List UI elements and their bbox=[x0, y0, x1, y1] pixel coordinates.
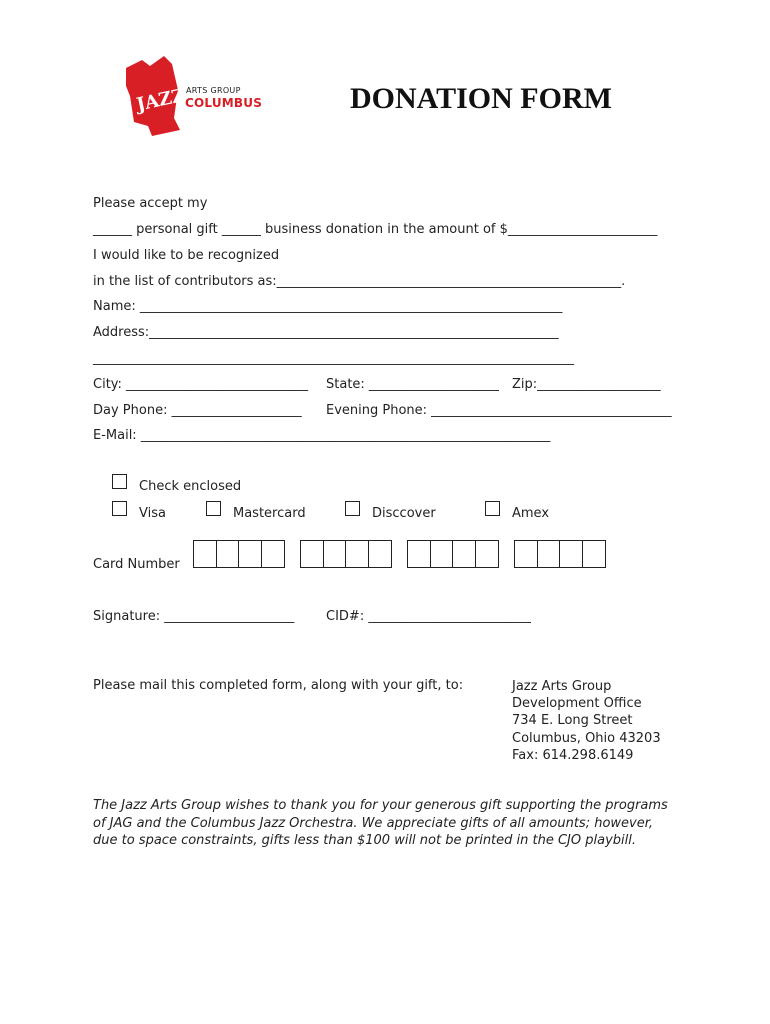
address-field[interactable]: Address:_______________________________________________________________ bbox=[93, 325, 559, 340]
zip-field[interactable]: Zip:___________________ bbox=[512, 377, 661, 392]
card-digit-box[interactable] bbox=[345, 540, 369, 568]
thank-you-note bbox=[93, 797, 683, 850]
address-line: 734 E. Long Street bbox=[512, 713, 633, 729]
card-number-label: Card Number bbox=[93, 557, 180, 572]
visa-checkbox[interactable] bbox=[112, 501, 127, 516]
card-digit-box[interactable] bbox=[261, 540, 285, 568]
address-line: Jazz Arts Group bbox=[512, 679, 612, 694]
address-line: Development Office bbox=[512, 696, 642, 712]
intro-line: Please accept my bbox=[93, 196, 208, 211]
visa-label: Visa bbox=[139, 506, 166, 521]
card-digit-box[interactable] bbox=[537, 540, 561, 568]
card-digit-box[interactable] bbox=[216, 540, 240, 568]
name-field[interactable]: Name: _________________________________________________________________ bbox=[93, 299, 563, 314]
check-enclosed-checkbox[interactable] bbox=[112, 474, 127, 489]
amex-checkbox[interactable] bbox=[485, 501, 500, 516]
day-phone-field[interactable]: Day Phone: ____________________ bbox=[93, 403, 302, 418]
evening-phone-field[interactable]: Evening Phone: _____________________________________ bbox=[326, 403, 672, 418]
card-number-group-4[interactable] bbox=[514, 540, 604, 568]
card-digit-box[interactable] bbox=[559, 540, 583, 568]
card-digit-box[interactable] bbox=[300, 540, 324, 568]
footer-line: The Jazz Arts Group wishes to thank you for your generous gift supporting the programs bbox=[93, 798, 668, 813]
card-number-group-1[interactable] bbox=[193, 540, 283, 568]
cid-field[interactable]: CID#: _________________________ bbox=[326, 609, 531, 624]
state-field[interactable]: State: ____________________ bbox=[326, 377, 499, 392]
logo-mark-text: JAZZ bbox=[134, 84, 187, 116]
discover-label: Disccover bbox=[372, 506, 436, 521]
card-digit-box[interactable] bbox=[452, 540, 476, 568]
card-digit-box[interactable] bbox=[514, 540, 538, 568]
discover-checkbox[interactable] bbox=[345, 501, 360, 516]
footer-line: due to space constraints, gifts less than $100 will not be printed in the CJO playbill. bbox=[93, 833, 637, 848]
address-line-2-field[interactable]: __________________________________________________________________________ bbox=[93, 351, 574, 366]
card-digit-box[interactable] bbox=[238, 540, 262, 568]
card-digit-box[interactable] bbox=[430, 540, 454, 568]
contributor-name-field[interactable]: in the list of contributors as:_____________________________________________________. bbox=[93, 274, 626, 289]
gift-type-field[interactable]: ______ personal gift ______ business donation in the amount of $_______________________ bbox=[93, 222, 658, 237]
card-digit-box[interactable] bbox=[475, 540, 499, 568]
recognition-line: I would like to be recognized bbox=[93, 248, 280, 263]
page-title: DONATION FORM bbox=[350, 82, 612, 115]
mastercard-label: Mastercard bbox=[233, 506, 306, 521]
footer-line: of JAG and the Columbus Jazz Orchestra. We appreciate gifts of all amounts; however, bbox=[93, 815, 654, 831]
card-digit-box[interactable] bbox=[323, 540, 347, 568]
card-digit-box[interactable] bbox=[407, 540, 431, 568]
address-line: Columbus, Ohio 43203 bbox=[512, 730, 661, 746]
mail-instruction: Please mail this completed form, along with your gift, to: bbox=[93, 678, 464, 693]
mastercard-checkbox[interactable] bbox=[206, 501, 221, 516]
card-number-group-3[interactable] bbox=[407, 540, 497, 568]
card-number-group-2[interactable] bbox=[300, 540, 390, 568]
address-line: Fax: 614.298.6149 bbox=[512, 747, 634, 763]
card-digit-box[interactable] bbox=[582, 540, 606, 568]
email-field[interactable]: E-Mail: _______________________________________________________________ bbox=[93, 428, 551, 443]
mailing-address bbox=[512, 678, 661, 764]
amex-label: Amex bbox=[512, 506, 550, 521]
city-field[interactable]: City: ____________________________ bbox=[93, 377, 309, 392]
card-digit-box[interactable] bbox=[368, 540, 392, 568]
signature-field[interactable]: Signature: ____________________ bbox=[93, 609, 295, 624]
logo-line-arts-group: ARTS GROUP bbox=[186, 86, 241, 95]
card-digit-box[interactable] bbox=[193, 540, 217, 568]
check-enclosed-label: Check enclosed bbox=[139, 479, 242, 494]
logo-line-columbus: COLUMBUS bbox=[185, 96, 263, 110]
